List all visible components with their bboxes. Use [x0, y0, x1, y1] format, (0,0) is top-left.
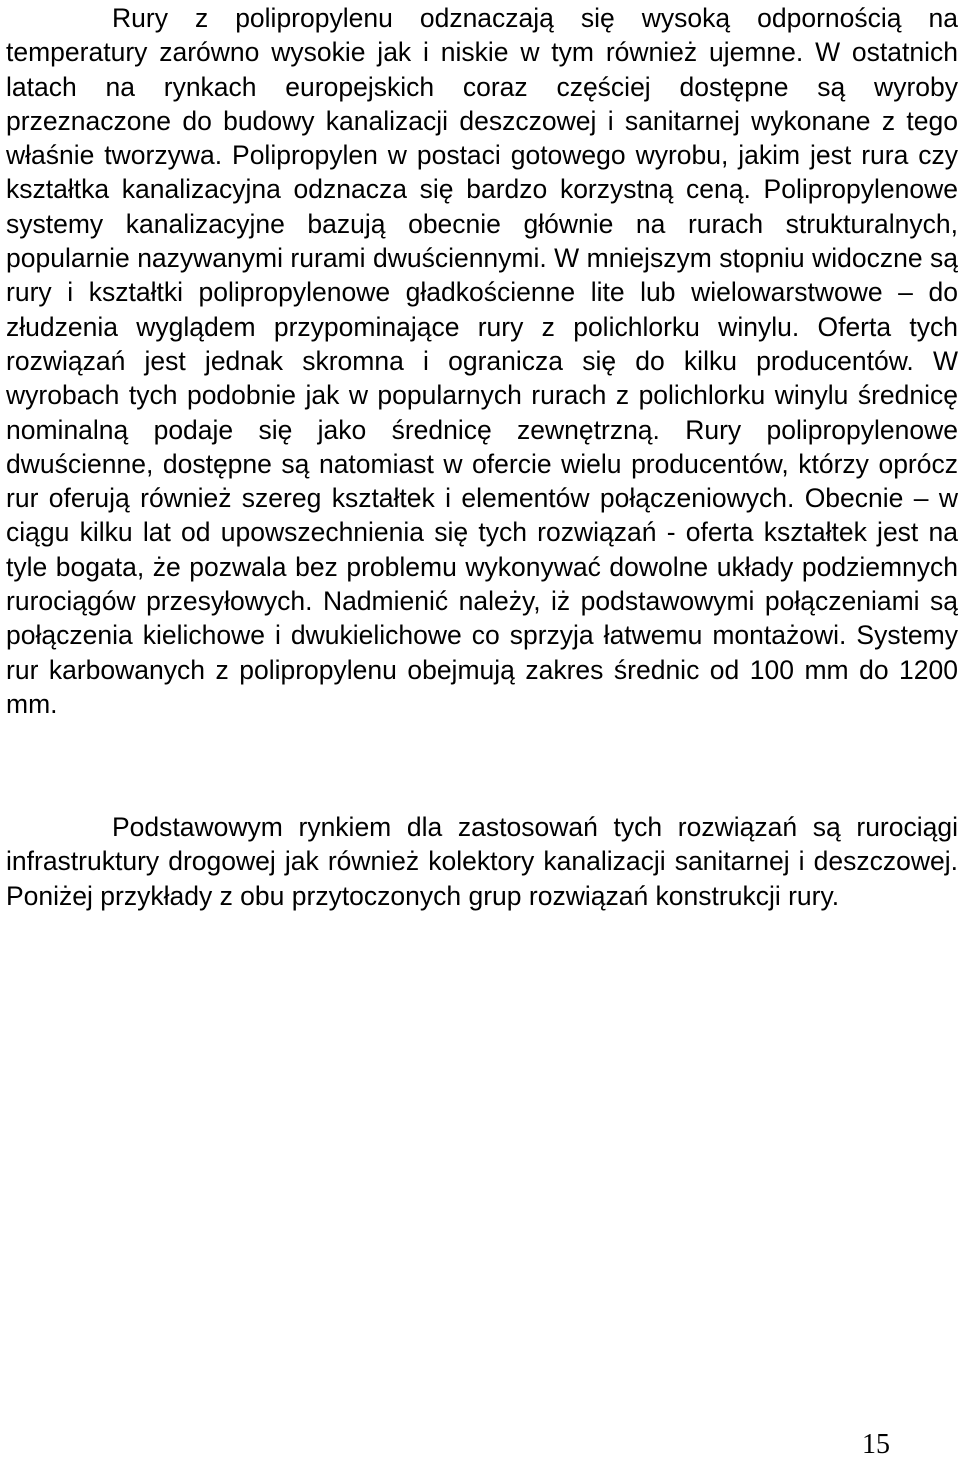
body-text-section-1	[6, 1, 958, 721]
paragraph-application-market: Podstawowym rynkiem dla zastosowań tych rozwiązań są rurociągi infrastruktury drogowej jak również kolektory kanalizacji sanitarnej i deszczowej. Poniżej przykłady z obu przytoczonych grup rozwiązań konstrukcji rury.	[6, 812, 958, 911]
body-text-section-2	[6, 810, 958, 913]
page-number: 15	[862, 1429, 890, 1460]
paragraph-polypropylene-pipes: Rury z polipropylenu odznaczają się wysoką odpornością na temperatury zarówno wysokie jak i niskie w tym również ujemne. W ostatnich latach na rynkach europejskich coraz częściej dostępne są wyroby przeznaczone do budowy kanalizacji deszczowej i sanitarnej wykonane z tego właśnie tworzywa. Polipropylen w postaci gotowego wyrobu, jakim jest rura czy kształtka kanalizacyjna odznacza się bardzo korzystną ceną. Polipropylenowe systemy kanalizacyjne bazują obecnie głównie na rurach strukturalnych, popularnie nazywanymi rurami dwuściennymi. W mniejszym stopniu widoczne są rury i kształtki polipropylenowe gładkościenne lite lub wielowarstwowe – do złudzenia wyglądem przypominające rury z polichlorku winylu. Oferta tych rozwiązań jest jednak skromna i ogranicza się do kilku producentów. W wyrobach tych podobnie jak w popularnych rurach z polichlorku winylu średnicę nominalną podaje się jako średnicę zewnętrzną. Rury polipropylenowe dwuścienne, dostępne są natomiast w ofercie wielu producentów, którzy oprócz rur oferują również szereg kształtek i elementów połączeniowych. Obecnie – w ciągu kilku lat od upowszechnienia się tych rozwiązań - oferta kształtek jest na tyle bogata, że pozwala bez problemu wykonywać dowolne układy podziemnych rurociągów przesyłowych. Nadmienić należy, iż podstawowymi połączeniami są połączenia kielichowe i dwukielichowe co sprzyja łatwemu montażowi. Systemy rur karbowanych z polipropylenu obejmują zakres średnic od 100 mm do 1200 mm.	[6, 3, 958, 719]
